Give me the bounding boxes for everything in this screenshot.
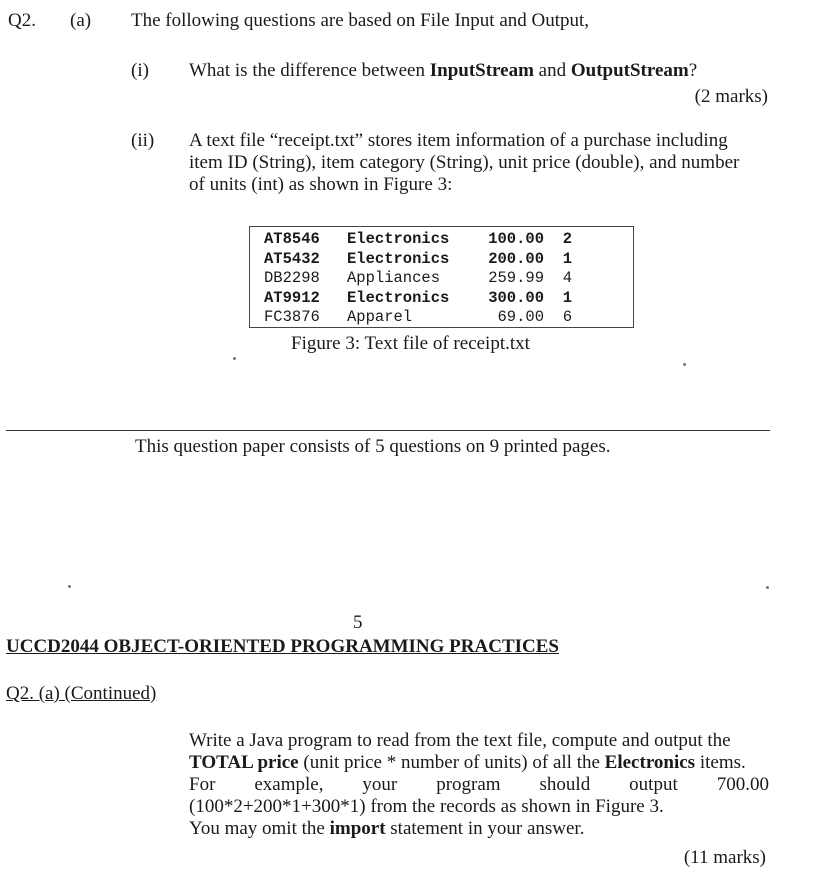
item-price: 200.00 — [488, 249, 544, 268]
task-line-1: Write a Java program to read from the text file, compute and output the — [189, 730, 731, 751]
receipt-row — [264, 230, 572, 250]
item-price: 100.00 — [488, 230, 544, 248]
task-line-5 — [189, 818, 769, 840]
item-category: Appliances — [347, 269, 441, 288]
task-line-3 — [189, 774, 769, 796]
receipt-row — [264, 289, 572, 309]
scan-speck — [233, 357, 236, 360]
word: should — [539, 774, 591, 795]
receipt-row — [264, 308, 572, 328]
footer-note: This question paper consists of 5 questions on 9 printed pages. — [135, 436, 611, 457]
item-id: AT5432 — [264, 249, 320, 268]
import-term: import — [329, 818, 386, 839]
sub-question-i-text — [189, 60, 697, 82]
sub-i-pre: What is the difference between — [189, 60, 430, 81]
item-id: DB2298 — [264, 269, 320, 288]
item-price: 69.00 — [497, 308, 544, 327]
item-units: 2 — [562, 230, 572, 248]
question-intro: The following questions are based on File Input and Output, — [131, 10, 590, 31]
item-id: AT9912 — [264, 288, 320, 307]
electronics-term: Electronics — [604, 752, 696, 773]
task-line-2-end: items. — [695, 752, 746, 773]
figure-3-box — [249, 226, 634, 328]
item-units: 1 — [562, 249, 572, 268]
task-paragraph — [189, 730, 769, 840]
sub-i-post: ? — [688, 60, 698, 81]
item-units: 4 — [562, 269, 572, 288]
sub-ii-line-3: of units (int) as shown in Figure 3: — [189, 174, 453, 195]
item-price: 300.00 — [488, 288, 544, 307]
task-line-2 — [189, 752, 769, 774]
sub-question-ii-text — [189, 130, 769, 196]
word: 700.00 — [716, 774, 769, 795]
question-number: Q2. — [8, 10, 36, 31]
item-category: Apparel — [347, 308, 413, 327]
marks-task: (11 marks) — [683, 847, 766, 868]
receipt-row — [264, 269, 572, 289]
term-inputstream: InputStream — [429, 60, 534, 81]
sub-question-ii-label: (ii) — [131, 130, 155, 151]
marks-sub-i: (2 marks) — [694, 86, 768, 107]
item-category: Electronics — [347, 288, 450, 307]
item-category: Electronics — [347, 249, 450, 268]
word: program — [436, 774, 501, 795]
item-id: FC3876 — [264, 308, 320, 327]
course-header: UCCD2044 OBJECT-ORIENTED PROGRAMMING PRACTICES — [6, 636, 559, 657]
task-line-5-post: statement in your answer. — [385, 818, 585, 839]
page-number: 5 — [353, 612, 363, 633]
scan-speck — [766, 586, 769, 589]
item-price: 259.99 — [488, 269, 544, 288]
part-label: (a) — [70, 10, 92, 31]
word: For — [189, 774, 216, 795]
word: output — [629, 774, 678, 795]
continued-label: Q2. (a) (Continued) — [6, 683, 157, 704]
footer-rule — [6, 430, 770, 431]
task-line-4: (100*2+200*1+300*1) from the records as shown in Figure 3. — [189, 796, 664, 817]
sub-i-mid: and — [533, 60, 571, 81]
scan-speck — [68, 585, 71, 588]
sub-ii-line-1: A text file “receipt.txt” stores item information of a purchase including — [189, 130, 728, 151]
item-category: Electronics — [347, 230, 450, 248]
receipt-row — [264, 250, 572, 270]
item-id: AT8546 — [264, 230, 320, 248]
word: example, — [254, 774, 324, 795]
scan-speck — [683, 363, 686, 366]
sub-question-i-label: (i) — [131, 60, 149, 81]
item-units: 1 — [562, 288, 572, 307]
sub-ii-line-2: item ID (String), item category (String), unit price (double), and number — [189, 152, 740, 173]
total-price-term: TOTAL price — [189, 752, 299, 773]
figure-caption: Figure 3: Text file of receipt.txt — [291, 333, 530, 354]
term-outputstream: OutputStream — [570, 60, 689, 81]
receipt-table — [264, 230, 572, 328]
task-line-2-mid: (unit price * number of units) of all the — [298, 752, 605, 773]
word: your — [362, 774, 398, 795]
item-units: 6 — [562, 308, 572, 327]
task-line-5-pre: You may omit the — [189, 818, 330, 839]
